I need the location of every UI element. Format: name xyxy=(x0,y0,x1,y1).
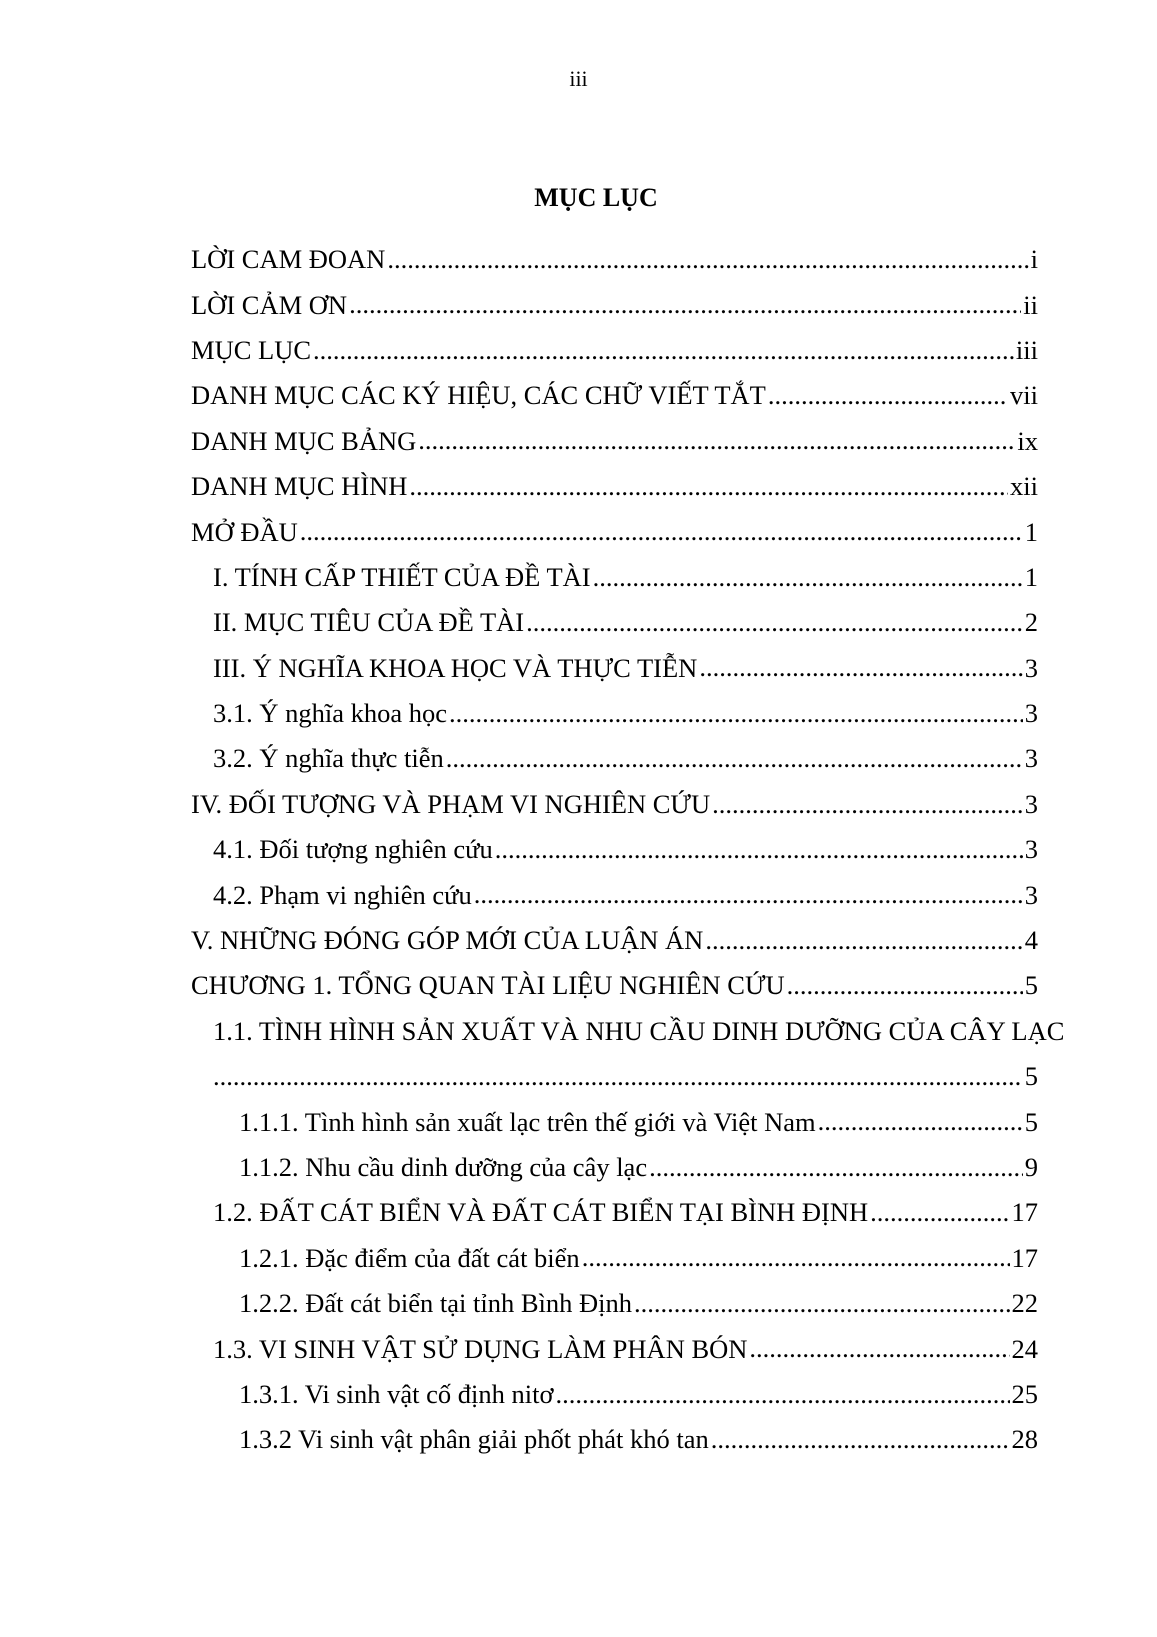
toc-entry-page: 28 xyxy=(1011,1424,1038,1455)
toc-entry-page: 3 xyxy=(1024,743,1038,774)
toc-entry-page: 3 xyxy=(1024,788,1038,819)
toc-entry-label: 1.1. TÌNH HÌNH SẢN XUẤT VÀ NHU CẦU DINH DƯỠNG CỦA CÂY LẠC xyxy=(213,1015,1065,1046)
toc-entry[interactable] xyxy=(191,1009,1065,1054)
toc-entry-page: 24 xyxy=(1011,1333,1038,1364)
toc-entry-page: 4 xyxy=(1024,925,1038,956)
toc-entry-label: III. Ý NGHĨA KHOA HỌC VÀ THỰC TIỄN xyxy=(213,652,698,683)
toc-entry-page: 22 xyxy=(1011,1288,1038,1319)
toc-entry-label: 4.1. Đối tượng nghiên cứu xyxy=(213,834,493,865)
toc-entry[interactable] xyxy=(191,373,1038,418)
toc-entry-page: 1 xyxy=(1024,516,1038,547)
toc-entry[interactable] xyxy=(191,509,1038,554)
dot-leader xyxy=(349,287,1021,323)
toc-entry-label: 4.2. Phạm vi nghiên cứu xyxy=(213,879,472,910)
toc-entry-label: V. NHỮNG ĐÓNG GÓP MỚI CỦA LUẬN ÁN xyxy=(191,925,704,956)
toc-entry-label: MỞ ĐẦU xyxy=(191,516,298,547)
toc-entry-label: 1.3.1. Vi sinh vật cố định nitơ xyxy=(239,1378,554,1409)
toc-entry[interactable] xyxy=(191,600,1038,645)
toc-entry-label: DANH MỤC CÁC KÝ HIỆU, CÁC CHỮ VIẾT TẮT xyxy=(191,380,766,411)
toc-entry-page: 3 xyxy=(1024,834,1038,865)
toc-entry[interactable] xyxy=(191,1190,1038,1235)
toc-entry-page: 17 xyxy=(1011,1242,1038,1273)
toc-title: MỤC LỤC xyxy=(534,183,658,212)
toc-entry[interactable] xyxy=(191,782,1038,827)
toc-entry-page: 3 xyxy=(1024,652,1038,683)
dot-leader xyxy=(711,1422,1010,1458)
toc-entry[interactable] xyxy=(191,1281,1038,1326)
dot-leader xyxy=(313,333,1014,369)
toc-entry-continuation[interactable] xyxy=(191,1054,1038,1099)
toc-entry-label: LỜI CẢM ƠN xyxy=(191,289,348,320)
toc-entry-label: 3.2. Ý nghĩa thực tiễn xyxy=(213,743,444,774)
toc-entry-page: ii xyxy=(1023,289,1038,320)
toc-entry-label: IV. ĐỐI TƯỢNG VÀ PHẠM VI NGHIÊN CỨU xyxy=(191,788,711,819)
dot-leader xyxy=(213,1059,1023,1095)
dot-leader xyxy=(818,1104,1023,1140)
toc-entry-page: 1 xyxy=(1024,561,1038,592)
dot-leader xyxy=(634,1286,1009,1322)
dot-leader xyxy=(593,560,1023,596)
toc-entry[interactable] xyxy=(191,827,1038,872)
toc-entry-page: ix xyxy=(1017,425,1038,456)
toc-entry-label: 3.1. Ý nghĩa khoa học xyxy=(213,698,448,729)
toc-entry-page: 17 xyxy=(1011,1197,1038,1228)
toc-entry-page: 3 xyxy=(1024,698,1038,729)
dot-leader xyxy=(300,514,1023,550)
dot-leader xyxy=(495,832,1023,868)
toc-entry-page: 5 xyxy=(1024,1106,1038,1137)
toc-entry[interactable] xyxy=(191,691,1038,736)
dot-leader xyxy=(474,877,1023,913)
toc-entry-label: 1.3.2 Vi sinh vật phân giải phốt phát khó tan xyxy=(239,1424,709,1455)
toc-entry-label: DANH MỤC HÌNH xyxy=(191,471,408,502)
toc-entry-page: iii xyxy=(1015,334,1038,365)
dot-leader xyxy=(649,1150,1023,1186)
toc-entry[interactable] xyxy=(191,328,1038,373)
toc-entry[interactable] xyxy=(191,282,1038,327)
dot-leader xyxy=(409,469,1008,505)
dot-leader xyxy=(387,242,1028,278)
page-number: iii xyxy=(569,66,588,91)
toc-entry-label: I. TÍNH CẤP THIẾT CỦA ĐỀ TÀI xyxy=(213,561,591,592)
toc-entry-page: vii xyxy=(1010,380,1038,411)
toc-entry-label: LỜI CAM ĐOAN xyxy=(191,244,386,275)
toc-entry-page: i xyxy=(1030,244,1038,275)
toc-entry[interactable] xyxy=(191,1326,1038,1371)
dot-leader xyxy=(446,741,1023,777)
toc-entry[interactable] xyxy=(191,1099,1038,1144)
dot-leader xyxy=(705,923,1022,959)
dot-leader xyxy=(449,696,1023,732)
dot-leader xyxy=(749,1331,1009,1367)
toc-entry-label: 1.1.2. Nhu cầu dinh dưỡng của cây lạc xyxy=(239,1152,648,1182)
toc-entry[interactable] xyxy=(191,1372,1038,1417)
dot-leader xyxy=(418,423,1015,459)
toc-entry-page: xii xyxy=(1010,471,1038,502)
dot-leader xyxy=(582,1240,1010,1276)
toc-entry-label: DANH MỤC BẢNG xyxy=(191,425,417,456)
toc-entry-label: II. MỤC TIÊU CỦA ĐỀ TÀI xyxy=(213,607,525,638)
toc-entry[interactable] xyxy=(191,736,1038,781)
toc-entry-page: 25 xyxy=(1011,1378,1038,1409)
dot-leader xyxy=(526,605,1023,641)
toc-entry[interactable] xyxy=(191,1236,1038,1281)
toc-entry-label: 1.2.1. Đặc điểm của đất cát biển xyxy=(239,1242,580,1273)
toc-entry[interactable] xyxy=(191,555,1038,600)
toc-entry-page: 3 xyxy=(1024,879,1038,910)
toc-entry-label: CHƯƠNG 1. TỔNG QUAN TÀI LIỆU NGHIÊN CỨU xyxy=(191,970,785,1001)
dot-leader xyxy=(768,378,1008,414)
toc-entry-label: 1.3. VI SINH VẬT SỬ DỤNG LÀM PHÂN BÓN xyxy=(213,1333,748,1364)
toc-entry-label: 1.2.2. Đất cát biển tại tỉnh Bình Định xyxy=(239,1288,633,1319)
dot-leader xyxy=(787,968,1023,1004)
dot-leader xyxy=(712,787,1023,823)
toc-entry-page: 5 xyxy=(1024,1061,1038,1092)
toc-entry[interactable] xyxy=(191,646,1038,691)
toc-entry-page: 5 xyxy=(1024,970,1038,1001)
toc-entry[interactable] xyxy=(191,1417,1038,1462)
toc-entry-page: 2 xyxy=(1024,607,1038,638)
dot-leader xyxy=(699,650,1022,686)
toc-entry[interactable] xyxy=(191,1145,1038,1190)
toc-entry-label: 1.2. ĐẤT CÁT BIỂN VÀ ĐẤT CÁT BIỂN TẠI BÌNH ĐỊNH xyxy=(213,1197,869,1228)
dot-leader xyxy=(870,1195,1009,1231)
toc-entry[interactable] xyxy=(191,872,1038,917)
toc-entry[interactable] xyxy=(191,464,1038,509)
toc-entry[interactable] xyxy=(191,419,1038,464)
toc-entry[interactable] xyxy=(191,918,1038,963)
toc-entry-label: 1.1.1. Tình hình sản xuất lạc trên thế giới và Việt Nam xyxy=(239,1106,816,1137)
toc-entry[interactable] xyxy=(191,237,1038,282)
toc-entry[interactable] xyxy=(191,963,1038,1008)
toc-entry-label: MỤC LỤC xyxy=(191,334,312,365)
toc-entry-page: 9 xyxy=(1024,1152,1038,1182)
dot-leader xyxy=(555,1377,1009,1413)
table-of-contents xyxy=(191,237,1065,1463)
